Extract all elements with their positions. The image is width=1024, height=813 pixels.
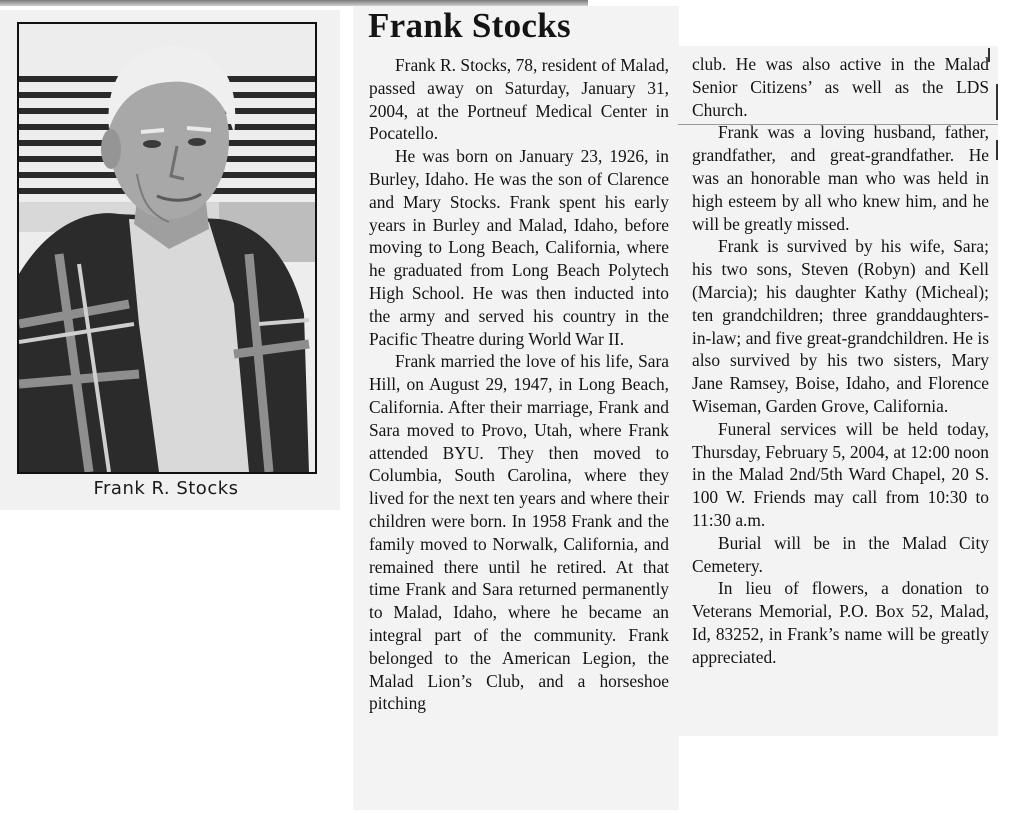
paragraph: Funeral services will be held today, Thursday, February 5, 2004, at 12:00 noon in the Malad 2nd/5th Ward Chapel, 20 S. 100 W. Friends may call from 10:30 to 11:30 a.m. <box>692 418 989 530</box>
paragraph: Frank R. Stocks, 78, resident of Malad, passed away on Saturday, January 31, 2004, at the Portneuf Medical Center in Pocatello. <box>369 55 669 144</box>
paragraph: Frank was a loving husband, father, grandfather, and great-grandfather. He was an honorable man who was held in high esteem by all who knew him, and he will be greatly missed. <box>692 122 989 234</box>
portrait-photo <box>17 22 317 474</box>
paragraph-continued: club. He was also active in the Malad Senior Citizens’ as well as the LDS Church. <box>692 54 989 120</box>
obituary-column-2 <box>692 53 989 669</box>
clipping-edge-mark <box>996 84 998 120</box>
portrait-image <box>19 24 315 472</box>
obituary-headline: Frank Stocks <box>368 6 571 45</box>
photo-caption: Frank R. Stocks <box>93 478 239 499</box>
clipping-edge-mark <box>996 140 998 160</box>
obituary-column-1 <box>369 54 669 715</box>
paragraph: He was born on January 23, 1926, in Burley, Idaho. He was the son of Clarence and Mary Stocks. Frank spent his early years in Burley and Malad, Idaho, before moving to Long Beach, California, where he graduated from Long Beach Polytech High School. He was then inducted into the army and served his country in the Pacific Theatre during World War II. <box>369 146 669 349</box>
paragraph: Frank married the love of his life, Sara Hill, on August 29, 1947, in Long Beach, California. After their marriage, Frank and Sara moved to Provo, Utah, where Frank attended BYU. They then moved to Columbia, South Carolina, where they lived for the next ten years and where their children were born. In 1958 Frank and the family moved to Norwalk, California, and remained there until he retired. At that time Frank and Sara returned permanently to Malad, Idaho, where he became an integral part of the community. Frank belonged to the American Legion, the Malad Lion’s Club, and a horseshoe pitching <box>369 351 669 714</box>
paragraph: Burial will be in the Malad City Cemetery. <box>692 532 989 576</box>
paragraph: In lieu of flowers, a donation to Veterans Memorial, P.O. Box 52, Malad, Id, 83252, in Frank’s name will be greatly appreciated. <box>692 578 989 667</box>
paragraph: Frank is survived by his wife, Sara; his two sons, Steven (Robyn) and Kell (Marcia); his daughter Kathy (Micheal); ten grandchildren; three granddaughters-in-law; and five great-grandchildren. He is also survived by his two sisters, Mary Jane Ramsey, Boise, Idaho, and Florence Wiseman, Garden Grove, California. <box>692 236 989 416</box>
